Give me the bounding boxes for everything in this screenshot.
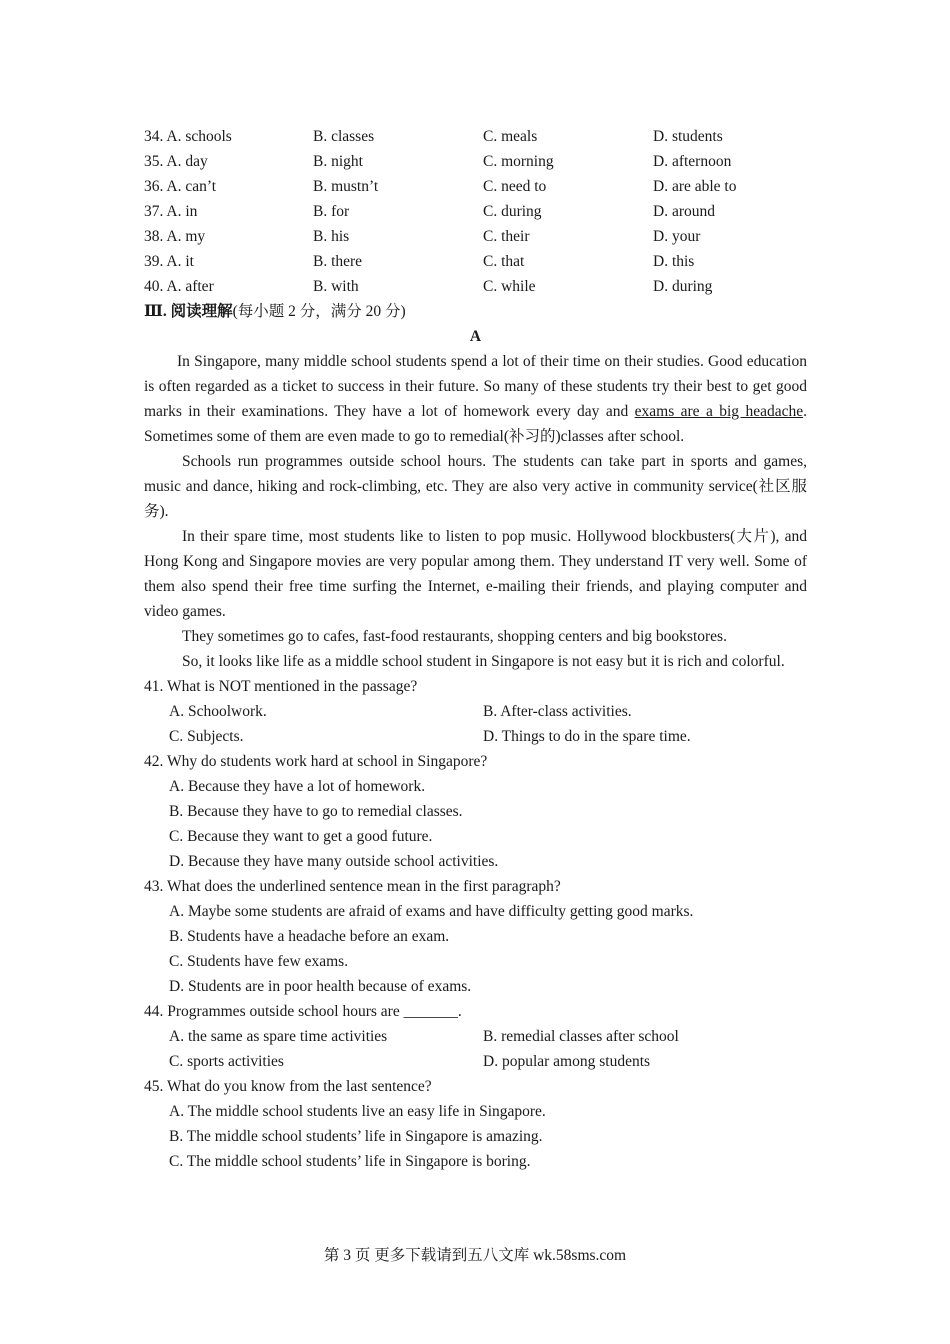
option-c: C. meals [483,128,538,145]
option-b: B. there [313,253,363,270]
option-a: 38. A. my [144,228,206,245]
option-b: B. After-class activities. [483,703,632,720]
page-footer: 第 3 页 更多下载请到五八文库 wk.58sms.com [323,1247,627,1264]
option-row [144,699,807,724]
option-c: C. need to [483,178,547,195]
question-42 [144,749,807,874]
option-d: D. students [653,128,723,145]
option-row [144,1024,807,1049]
option-d: D. around [653,203,715,220]
option-b: B. night [313,153,363,170]
option-d: D. your [653,228,701,245]
option-b: B. remedial classes after school [483,1028,679,1045]
option-a: 39. A. it [144,253,194,270]
option-d: D. this [653,253,695,270]
option-c: C. their [483,228,530,245]
cloze-row-38 [144,224,807,249]
option-a: 37. A. in [144,203,198,220]
option-c: C. morning [483,153,554,170]
option-a: 40. A. after [144,278,214,295]
option-c: C. Because they want to get a good future. [169,828,433,845]
option-c: C. while [483,278,536,295]
option-a: A. The middle school students live an easy life in Singapore. [169,1103,546,1120]
passage-label: A [469,328,482,345]
option-c: C. Students have few exams. [169,953,349,970]
option-a: 35. A. day [144,153,208,170]
option-a: 36. A. can’t [144,178,217,195]
option-c: C. Subjects. [169,728,244,745]
option-row [144,1049,807,1074]
option-b: B. his [313,228,350,245]
option-d: D. are able to [653,178,737,195]
option-b: B. with [313,278,359,295]
option-a: A. Because they have a lot of homework. [169,778,426,795]
option-c: C. during [483,203,542,220]
question-44 [144,999,807,1074]
option-a: A. Schoolwork. [169,703,267,720]
passage-paragraph-2: Schools run programmes outside school hours. The students can take part in sports and games, music and dance, hiking and rock-climbing, etc. They are also very active in community service(社区服务). [144,453,807,520]
question-stem: 42. Why do students work hard at school in Singapore? [144,753,488,770]
section-heading [144,299,807,324]
passage-paragraph-3: In their spare time, most students like to listen to pop music. Hollywood blockbusters(大片), and Hong Kong and Singapore movies are very popular among them. They understand IT very well. Some of them also spend their free time surfing the Internet, e-mailing their friends, and playing computer and video games. [144,528,807,620]
question-45 [144,1074,807,1174]
option-a: A. Maybe some students are afraid of exams and have difficulty getting good marks. [169,903,694,920]
cloze-row-35 [144,149,807,174]
cloze-row-39 [144,249,807,274]
option-row [144,724,807,749]
option-b: B. for [313,203,350,220]
section-title: Ⅲ. 阅读理解 [144,303,233,320]
option-b: B. Students have a headache before an exam. [169,928,450,945]
exam-page [144,124,807,1174]
question-stem: 43. What does the underlined sentence mean in the first paragraph? [144,878,561,895]
option-b: B. The middle school students’ life in Singapore is amazing. [169,1128,543,1145]
underlined-sentence: exams are a big headache [634,403,804,420]
option-b: B. Because they have to go to remedial classes. [169,803,463,820]
question-stem: 44. Programmes outside school hours are _______. [144,1003,462,1020]
option-b: B. mustn’t [313,178,379,195]
option-d: D. Students are in poor health because of exams. [169,978,472,995]
option-d: D. during [653,278,713,295]
cloze-options [144,124,807,299]
question-stem: 41. What is NOT mentioned in the passage? [144,678,418,695]
passage-paragraph-4: They sometimes go to cafes, fast-food restaurants, shopping centers and big bookstores. [182,628,727,645]
option-c: C. that [483,253,525,270]
option-c: C. sports activities [169,1053,284,1070]
option-b: B. classes [313,128,375,145]
cloze-row-34 [144,124,807,149]
cloze-row-36 [144,174,807,199]
passage-paragraph-1 [144,349,807,449]
question-41 [144,674,807,749]
section-note: (每小题 2 分，满分 20 分) [232,303,406,320]
passage-paragraph-5: So, it looks like life as a middle school student in Singapore is not easy but it is rich and colorful. [182,653,785,670]
option-a: A. the same as spare time activities [169,1028,388,1045]
option-d: D. Because they have many outside school activities. [169,853,499,870]
question-43 [144,874,807,999]
cloze-row-37 [144,199,807,224]
option-d: D. popular among students [483,1053,651,1070]
paragraph-1-start: In Singapore, many middle school students spend a lot of their time on their studies. Good education is often regarded as a ticket to success in their future. So many of these students try their best to get good marks in their examinations. They have a lot of homework every day and [144,353,807,420]
cloze-row-40 [144,274,807,299]
option-a: 34. A. schools [144,128,232,145]
option-c: C. The middle school students’ life in Singapore is boring. [169,1153,531,1170]
question-stem: 45. What do you know from the last sentence? [144,1078,432,1095]
option-d: D. afternoon [653,153,732,170]
paragraph-1-end: . Sometimes some of them are even made to go to remedial(补习的)classes after school. [144,403,807,445]
option-d: D. Things to do in the spare time. [483,728,691,745]
